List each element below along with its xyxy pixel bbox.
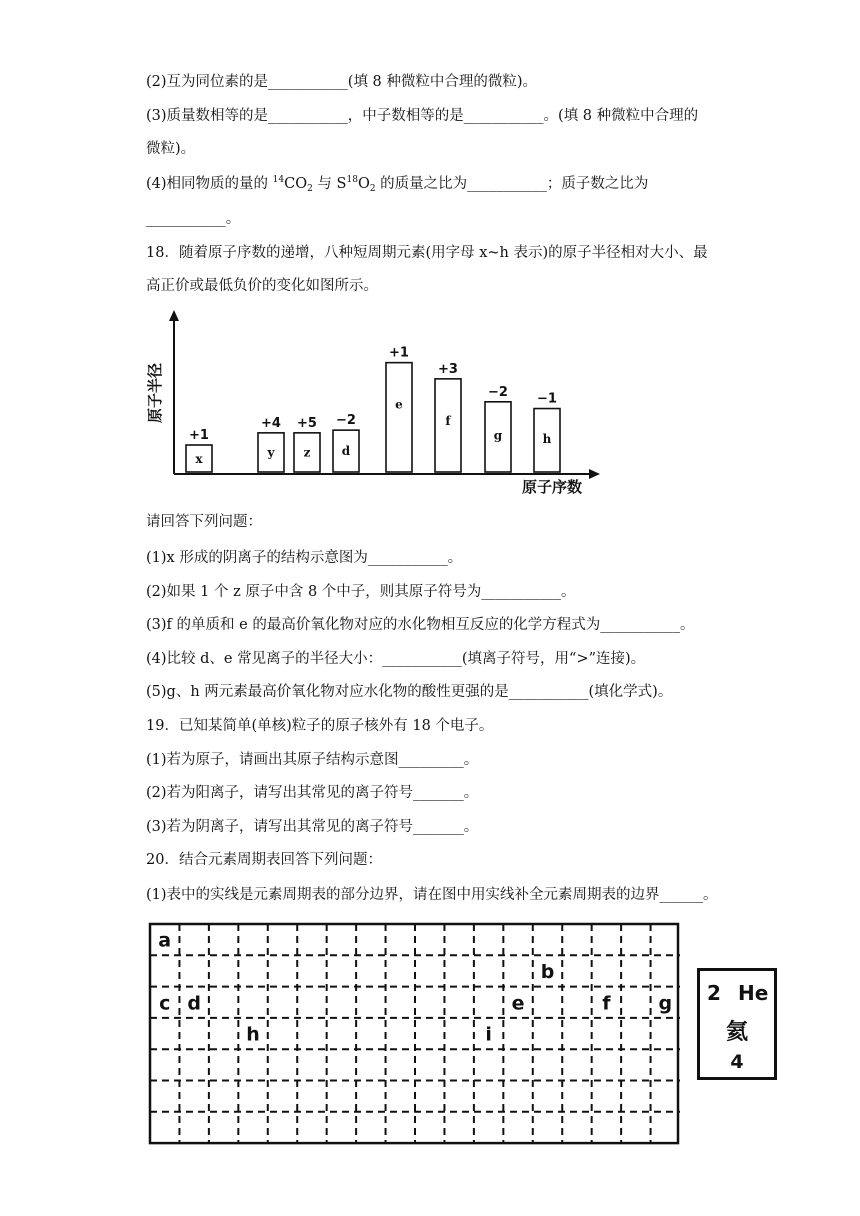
bar-label-f: f (445, 413, 451, 428)
q19-part2: (2)若为阳离子，请写出其常见的离子符号_______。 (146, 785, 479, 801)
q18-part2: (2)如果 1 个 z 原子中含 8 个中子，则其原子符号为___________。 (146, 584, 576, 600)
he-mass-number: 4 (730, 1051, 744, 1073)
q17-part2: (2)互为同位素的是___________(填 8 种微粒中合理的微粒)。 (146, 74, 538, 90)
q18-stem-line1: 18．随着原子序数的递增，八种短周期元素(用字母 x~h 表示)的原子半径相对大小、最 (146, 245, 708, 261)
valence-label-f: +3 (438, 361, 458, 377)
q18-stem-line2: 高正价或最低负价的变化如图所示。 (146, 278, 378, 294)
bar-label-x: x (195, 452, 203, 467)
q17-part4-pre: (4)相同物质的量的 (146, 176, 273, 192)
element-label-b: b (540, 960, 555, 983)
he-name: 氦 (725, 1020, 748, 1045)
element-label-d: d (187, 992, 201, 1015)
q18-part5: (5)g、h 两元素最高价氧化物对应水化物的酸性更强的是___________(填化学式)。 (146, 684, 673, 700)
element-label-h: h (246, 1023, 260, 1046)
element-label-g: g (658, 992, 673, 1015)
q17-part4-line1 (146, 174, 648, 194)
valence-label-h: −1 (537, 391, 557, 407)
q17-part3-line2: 微粒)。 (146, 141, 196, 157)
isotope-mass-18: 18 (346, 175, 358, 185)
periodic-table-grid (140, 918, 680, 1150)
element-label-c: c (159, 992, 171, 1015)
q19-stem: 19．已知某简单(单核)粒子的原子核外有 18 个电子。 (146, 718, 494, 734)
q18-part4: (4)比较 d、e 常见离子的半径大小：___________(填离子符号，用“>”连接)。 (146, 651, 646, 667)
valence-label-x: +1 (189, 428, 209, 443)
q17-part4-and: 与 S (312, 176, 347, 192)
q19-part3: (3)若为阴离子，请写出其常见的离子符号_______。 (146, 819, 479, 835)
element-label-e: e (511, 992, 525, 1015)
bar-label-y: y (267, 445, 275, 460)
y-axis-arrow (169, 310, 179, 321)
element-label-i: i (485, 1023, 492, 1046)
formula-co: CO (284, 176, 308, 192)
q17-part4-line2: ___________。 (146, 211, 241, 227)
q17-part4-post: 的质量之比为___________；质子数之比为 (375, 176, 649, 192)
x-axis-label: 原子序数 (521, 478, 583, 496)
valence-label-d: −2 (336, 413, 356, 429)
bar-label-h: h (542, 432, 552, 447)
atomic-radius-bar-chart (140, 308, 610, 498)
y-axis-label: 原子半径 (146, 362, 164, 424)
element-label-a: a (158, 929, 172, 952)
q18-intro: 请回答下列问题： (146, 514, 262, 530)
bar-e (386, 363, 412, 472)
he-symbol: He (738, 981, 769, 1005)
subscript-2b: 2 (369, 184, 376, 194)
valence-label-g: −2 (488, 384, 508, 400)
helium-element-card (697, 968, 777, 1080)
isotope-mass-14: 14 (272, 175, 285, 185)
q20-stem: 20．结合元素周期表回答下列问题： (146, 852, 382, 868)
bar-label-d: d (341, 443, 351, 458)
valence-label-e: +1 (389, 345, 409, 361)
q17-part3-line1: (3)质量数相等的是___________，中子数相等的是___________。(填 8 种微粒中合理的 (146, 108, 699, 124)
bar-label-g: g (493, 428, 503, 443)
subscript-2a: 2 (307, 184, 313, 194)
q18-part1: (1)x 形成的阴离子的结构示意图为___________。 (146, 550, 463, 566)
bar-label-e: e (395, 397, 403, 412)
q19-part1: (1)若为原子，请画出其原子结构示意图_________。 (146, 752, 479, 768)
formula-o: O (357, 176, 370, 192)
q18-part3: (3)f 的单质和 e 的最高价氧化物对应的水化物相互反应的化学方程式为___________。 (146, 617, 695, 633)
q20-part1: (1)表中的实线是元素周期表的部分边界，请在图中用实线补全元素周期表的边界______。 (146, 887, 718, 903)
he-atomic-number: 2 (707, 981, 721, 1005)
valence-label-y: +4 (261, 415, 281, 431)
bar-label-z: z (303, 445, 311, 460)
x-axis-arrow (589, 469, 600, 479)
valence-label-z: +5 (297, 415, 317, 431)
element-label-f: f (602, 992, 611, 1015)
